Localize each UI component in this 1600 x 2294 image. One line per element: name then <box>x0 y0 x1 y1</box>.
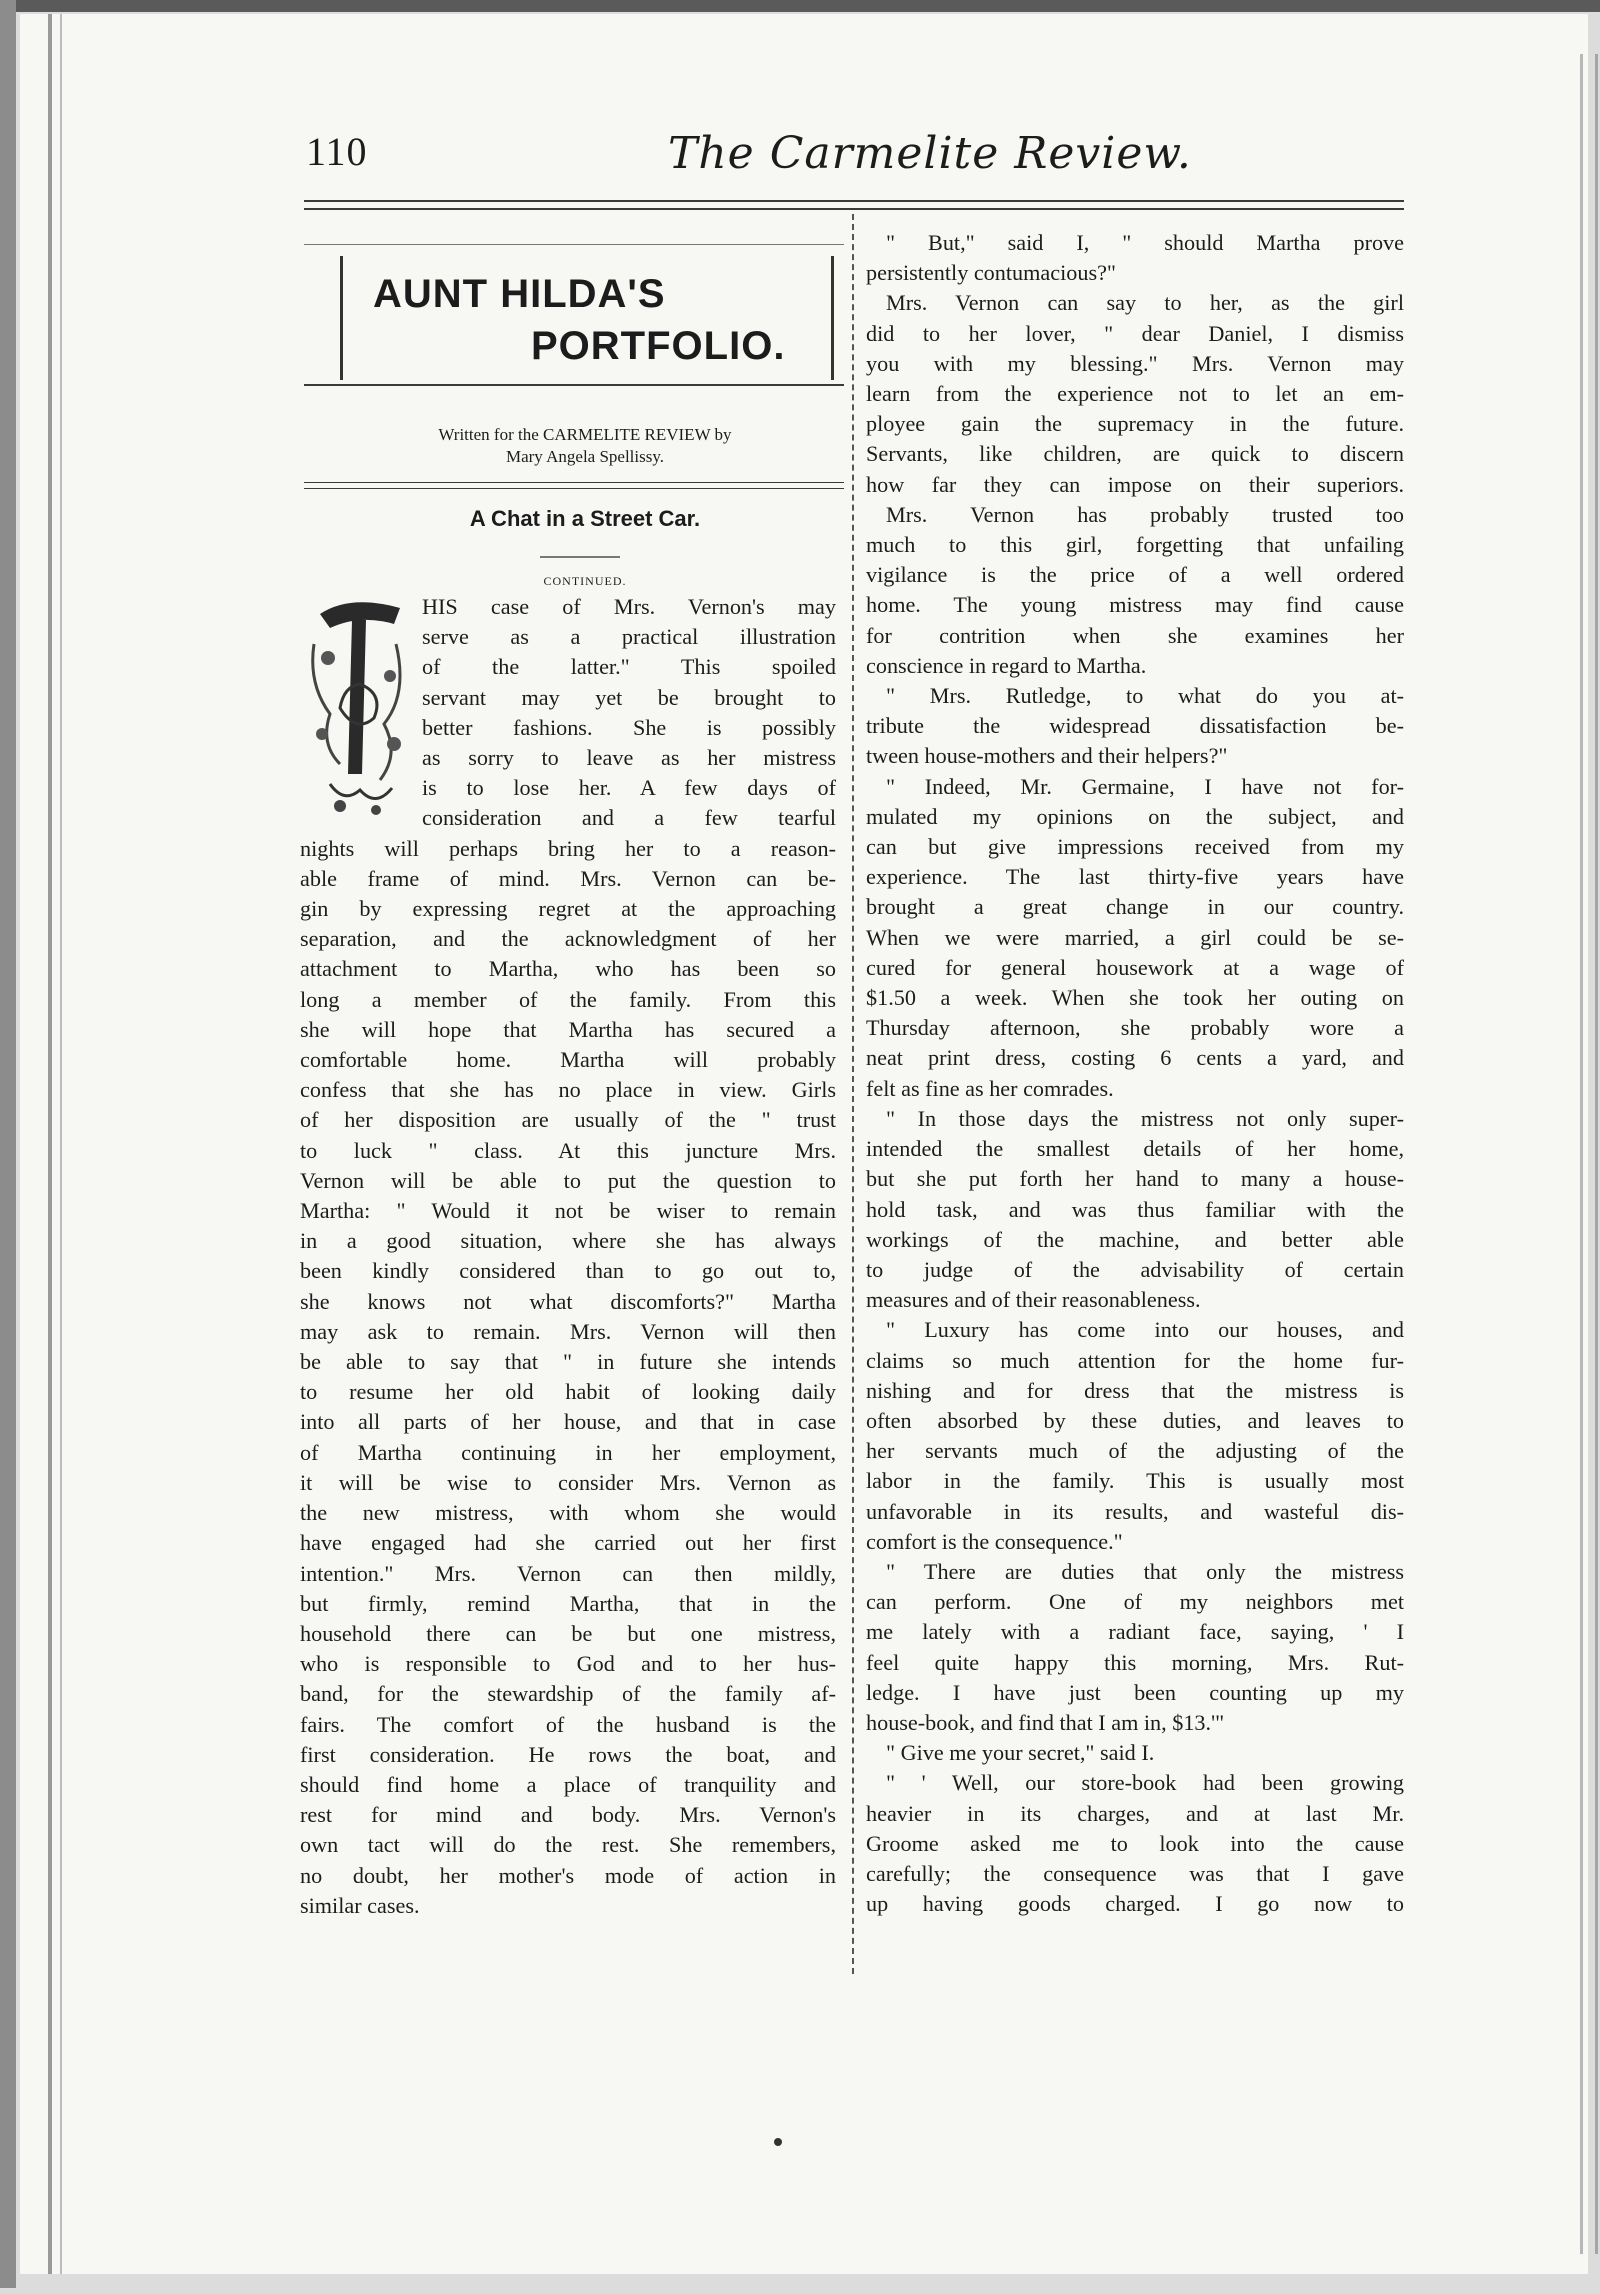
text-line: brought a great change in our country. <box>866 894 1404 920</box>
text-line: band, for the stewardship of the family af- <box>300 1681 836 1707</box>
text-line: serve as a practical illustration <box>422 624 836 650</box>
article-byline <box>320 424 850 468</box>
text-line: When we were married, a girl could be se- <box>866 924 1404 950</box>
text-line: intended the smallest details of her home, <box>866 1136 1404 1162</box>
text-line: " In those days the mistress not only super- <box>886 1105 1404 1131</box>
text-line: " Luxury has come into our houses, and <box>886 1317 1404 1343</box>
text-line: her servants much of the adjusting of the <box>866 1438 1404 1464</box>
text-line: similar cases. <box>300 1892 420 1918</box>
text-line: fairs. The comfort of the husband is the <box>300 1711 836 1737</box>
byline-line2: Mary Angela Spellissy. <box>505 447 665 466</box>
text-line: as sorry to leave as her mistress <box>422 745 836 771</box>
page-spine-shadow <box>48 14 52 2274</box>
article-title-line2: PORTFOLIO. <box>531 324 786 368</box>
text-line: " There are duties that only the mistress <box>886 1558 1404 1584</box>
text-line: conscience in regard to Martha. <box>866 652 1147 678</box>
text-line: have engaged had she carried out her first <box>300 1530 836 1556</box>
text-line: Thursday afternoon, she probably wore a <box>866 1015 1404 1041</box>
text-line: Vernon will be able to put the question to <box>300 1167 836 1193</box>
text-line: the new mistress, with whom she would <box>300 1500 836 1526</box>
byline-rule <box>304 482 844 483</box>
text-line: HIS case of Mrs. Vernon's may <box>422 594 836 619</box>
text-line: labor in the family. This is usually most <box>866 1468 1404 1494</box>
scan-border-top <box>0 0 1600 12</box>
text-line: cured for general housework at a wage of <box>866 954 1404 980</box>
page-spine-line <box>60 14 62 2274</box>
text-line: " Give me your secret," said I. <box>886 1740 1155 1766</box>
text-line: nishing and for dress that the mistress is <box>866 1377 1404 1403</box>
fore-edge-line <box>1580 54 1583 2254</box>
text-line: you with my blessing." Mrs. Vernon may <box>866 350 1404 376</box>
title-rule <box>304 384 844 386</box>
text-line: me lately with a radiant face, saying, ' I <box>866 1619 1404 1645</box>
text-line: been kindly considered than to go out to, <box>300 1258 836 1284</box>
text-line: gin by expressing regret at the approaching <box>300 896 836 922</box>
byline-line1: Written for the CARMELITE REVIEW by <box>438 425 732 444</box>
text-line: it will be wise to consider Mrs. Vernon as <box>300 1469 836 1495</box>
text-line: servant may yet be brought to <box>422 684 836 710</box>
text-line: no doubt, her mother's mode of action in <box>300 1862 836 1888</box>
text-line: " Mrs. Rutledge, to what do you at- <box>886 683 1404 709</box>
text-line: consideration and a few tearful <box>422 805 836 831</box>
text-line: comfort is the consequence." <box>866 1528 1123 1554</box>
right-column-text <box>866 228 1404 1919</box>
text-line: Groome asked me to look into the cause <box>866 1830 1404 1856</box>
text-line: experience. The last thirty-five years have <box>866 864 1404 890</box>
text-line: able frame of mind. Mrs. Vernon can be- <box>300 865 836 891</box>
text-line: Martha: " Would it not be wiser to remain <box>300 1198 836 1224</box>
text-line: home. The young mistress may find cause <box>866 592 1404 618</box>
continued-label: CONTINUED. <box>543 574 627 588</box>
text-line: intention." Mrs. Vernon can then mildly, <box>300 1560 836 1586</box>
text-line: workings of the machine, and better able <box>866 1226 1404 1252</box>
scan-border-left <box>0 0 16 2288</box>
text-line: can perform. One of my neighbors met <box>866 1589 1404 1615</box>
text-line: much to this girl, forgetting that unfailing <box>866 532 1404 558</box>
text-line: household there can be but one mistress, <box>300 1620 836 1646</box>
text-line: long a member of the family. From this <box>300 986 836 1012</box>
text-line: mulated my opinions on the subject, and <box>866 803 1404 829</box>
text-line: Servants, like children, are quick to discern <box>866 441 1404 467</box>
text-line: feel quite happy this morning, Mrs. Rut- <box>866 1649 1404 1675</box>
text-line: into all parts of her house, and that in case <box>300 1409 836 1435</box>
text-line: own tact will do the rest. She remembers, <box>300 1832 836 1858</box>
text-line: heavier in its charges, and at last Mr. <box>866 1800 1404 1826</box>
text-line: vigilance is the price of a well ordered <box>866 562 1404 588</box>
text-line: should find home a place of tranquility and <box>300 1771 836 1797</box>
text-line: she will hope that Martha has secured a <box>300 1016 836 1042</box>
text-line: persistently contumacious?" <box>866 260 1116 286</box>
text-line: Mrs. Vernon has probably trusted too <box>886 501 1404 527</box>
text-line: of Martha continuing in her employment, <box>300 1439 836 1465</box>
text-line: better fashions. She is possibly <box>422 714 836 740</box>
text-line: comfortable home. Martha will probably <box>300 1047 836 1073</box>
page-header <box>306 128 1406 188</box>
page-number: 110 <box>306 129 368 174</box>
text-line: be able to say that " in future she intends <box>300 1349 836 1375</box>
text-line: claims so much attention for the home fur- <box>866 1347 1404 1373</box>
byline-rule <box>304 488 844 489</box>
text-line: Mrs. Vernon can say to her, as the girl <box>886 290 1404 316</box>
text-line: carefully; the consequence was that I gave <box>866 1860 1404 1886</box>
text-line: " ' Well, our store-book had been growing <box>886 1770 1404 1796</box>
text-line: can but give impressions received from my <box>866 834 1404 860</box>
text-line: to luck " class. At this juncture Mrs. <box>300 1137 836 1163</box>
text-line: attachment to Martha, who has been so <box>300 956 836 982</box>
article-title-box <box>340 256 834 380</box>
text-line: but she put forth her hand to many a house- <box>866 1166 1404 1192</box>
text-line: " But," said I, " should Martha prove <box>886 230 1404 255</box>
running-title: The Carmelite Review. <box>668 128 1192 179</box>
text-line: for contrition when she examines her <box>866 622 1404 648</box>
section-title: A Chat in a Street Car. <box>469 506 701 531</box>
text-line: to judge of the advisability of certain <box>866 1256 1404 1282</box>
text-line: to resume her old habit of looking daily <box>300 1379 836 1405</box>
text-line: ployee gain the supremacy in the future. <box>866 411 1404 437</box>
title-rule <box>304 244 844 245</box>
text-line: up having goods charged. I go now to <box>866 1891 1404 1917</box>
text-line: often absorbed by these duties, and leaves to <box>866 1407 1404 1433</box>
text-line: $1.50 a week. When she took her outing on <box>866 985 1404 1011</box>
text-line: confess that she has no place in view. Girls <box>300 1077 836 1103</box>
header-rule <box>304 208 1404 210</box>
text-line: may ask to remain. Mrs. Vernon will then <box>300 1318 836 1344</box>
text-line: but firmly, remind Martha, that in the <box>300 1590 836 1616</box>
text-line: ledge. I have just been counting up my <box>866 1679 1404 1705</box>
text-line: did to her lover, " dear Daniel, I dismiss <box>866 320 1404 346</box>
text-line: hold task, and was thus familiar with the <box>866 1196 1404 1222</box>
text-line: rest for mind and body. Mrs. Vernon's <box>300 1802 836 1828</box>
text-line: who is responsible to God and to her hus- <box>300 1651 836 1677</box>
text-line: how far they can impose on their superiors. <box>866 471 1404 497</box>
text-line: unfavorable in its results, and wasteful dis- <box>866 1498 1404 1524</box>
text-line: in a good situation, where she has always <box>300 1228 836 1254</box>
header-rule <box>304 200 1404 202</box>
text-line: felt as fine as her comrades. <box>866 1075 1114 1101</box>
text-line: of the latter." This spoiled <box>422 654 836 680</box>
ornament-rule <box>540 556 620 558</box>
text-line: measures and of their reasonableness. <box>866 1287 1201 1313</box>
article-title-line1: AUNT HILDA'S <box>373 272 666 316</box>
text-line: first consideration. He rows the boat, and <box>300 1741 836 1767</box>
text-line: she knows not what discomforts?" Martha <box>300 1288 836 1314</box>
text-line: house-book, and find that I am in, $13.'" <box>866 1709 1225 1735</box>
text-line: " Indeed, Mr. Germaine, I have not for- <box>886 773 1404 799</box>
text-line: nights will perhaps bring her to a reason- <box>300 835 836 861</box>
text-line: neat print dress, costing 6 cents a yard, and <box>866 1045 1404 1071</box>
text-line: tribute the widespread dissatisfaction be- <box>866 713 1404 739</box>
text-line: learn from the experience not to let an em- <box>866 381 1404 407</box>
left-column-text <box>300 592 836 1921</box>
text-line: is to lose her. A few days of <box>422 775 836 801</box>
text-line: tween house-mothers and their helpers?" <box>866 743 1228 769</box>
text-line: of her disposition are usually of the " trust <box>300 1107 836 1133</box>
ink-speck <box>774 2138 782 2146</box>
text-line: separation, and the acknowledgment of her <box>300 926 836 952</box>
column-divider <box>852 214 854 1974</box>
fore-edge-line <box>1595 54 1598 2254</box>
